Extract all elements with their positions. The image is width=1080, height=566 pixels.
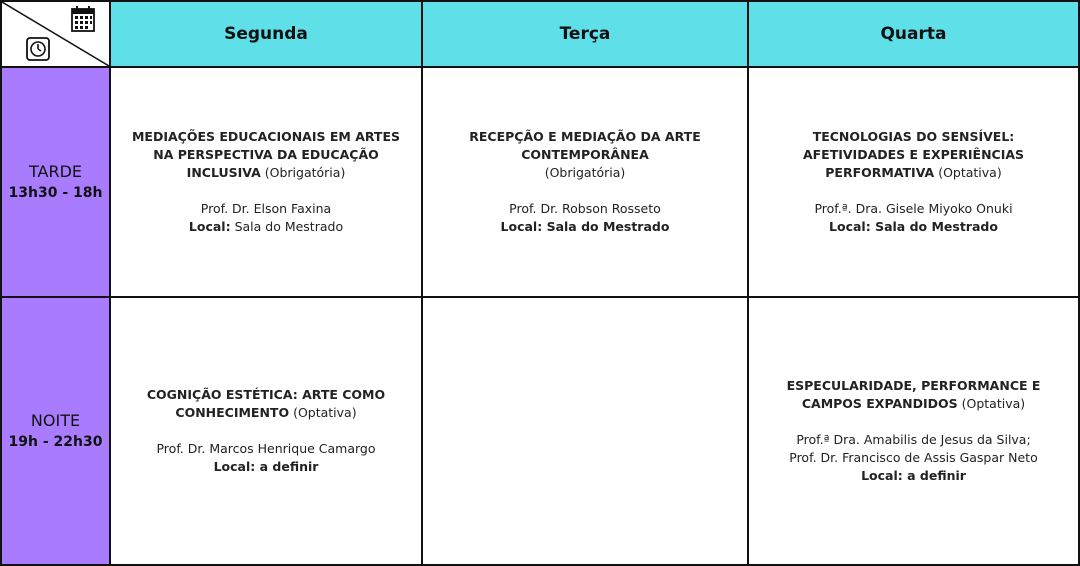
class-info [111, 386, 421, 476]
class-local [779, 467, 1048, 485]
class-title: MEDIAÇÕES EDUCACIONAIS EM ARTES NA PERSPECTIVA DA EDUCAÇÃO INCLUSIVA [131, 129, 400, 180]
local-value: a definir [259, 459, 319, 474]
period-name: NOITE [30, 411, 81, 430]
header-segunda: Segunda [109, 0, 423, 68]
class-title: COGNIÇÃO ESTÉTICA: ARTE COMO CONHECIMENTO [146, 387, 386, 420]
period-tarde [0, 66, 111, 298]
class-info [111, 128, 421, 236]
class-title: RECEPÇÃO E MEDIAÇÃO DA ARTE CONTEMPORÂNEA [469, 129, 701, 162]
local-label: Local: [188, 219, 231, 234]
header-terca: Terça [421, 0, 749, 68]
period-hours: 13h30 - 18h [8, 185, 103, 201]
class-info [423, 128, 747, 236]
class-cell-noite-segunda [109, 296, 423, 566]
class-professor: Prof.ª. Dra. Gisele Miyoko Onuki [814, 201, 1013, 216]
local-label: Local: [829, 219, 871, 234]
class-type: (Obrigatória) [264, 165, 346, 180]
class-type: (Optativa) [938, 165, 1002, 180]
clock-icon [26, 37, 50, 61]
period-hours: 19h - 22h30 [8, 434, 103, 450]
class-info [749, 128, 1078, 236]
class-professor: Prof.ª Dra. Amabilis de Jesus da Silva; [796, 432, 1031, 447]
class-info [749, 377, 1078, 485]
class-local [127, 218, 405, 236]
class-cell-tarde-quarta [747, 66, 1080, 298]
local-label: Local: [861, 468, 903, 483]
class-cell-noite-quarta [747, 296, 1080, 566]
class-local [439, 218, 731, 236]
local-value: a definir [907, 468, 966, 483]
header-quarta: Quarta [747, 0, 1080, 68]
local-value: Sala do Mestrado [875, 219, 998, 234]
class-professor: Prof. Dr. Francisco de Assis Gaspar Neto [789, 450, 1038, 465]
class-type: (Obrigatória) [544, 165, 626, 180]
period-name: TARDE [28, 162, 83, 181]
class-professor: Prof. Dr. Robson Rosseto [509, 201, 661, 216]
class-local [789, 218, 1038, 236]
period-noite [0, 296, 111, 566]
class-title: TECNOLOGIAS DO SENSÍVEL: AFETIVIDADES E EXPERIÊNCIAS PERFORMATIVA [802, 129, 1025, 180]
class-type: (Optativa) [293, 405, 357, 420]
local-value: Sala do Mestrado [234, 219, 344, 234]
class-type: (Optativa) [961, 396, 1026, 411]
class-professor: Prof. Dr. Elson Faxina [200, 201, 332, 216]
class-cell-noite-terca-empty [421, 296, 749, 566]
class-local [141, 458, 391, 476]
local-label: Local: [213, 459, 256, 474]
local-value: Sala do Mestrado [546, 219, 670, 234]
calendar-icon [71, 6, 95, 32]
corner-cell [0, 0, 111, 68]
local-label: Local: [500, 219, 543, 234]
class-cell-tarde-segunda [109, 66, 423, 298]
class-title: ESPECULARIDADE, PERFORMANCE E CAMPOS EXPANDIDOS [786, 378, 1041, 411]
class-professor: Prof. Dr. Marcos Henrique Camargo [156, 441, 376, 456]
class-cell-tarde-terca [421, 66, 749, 298]
